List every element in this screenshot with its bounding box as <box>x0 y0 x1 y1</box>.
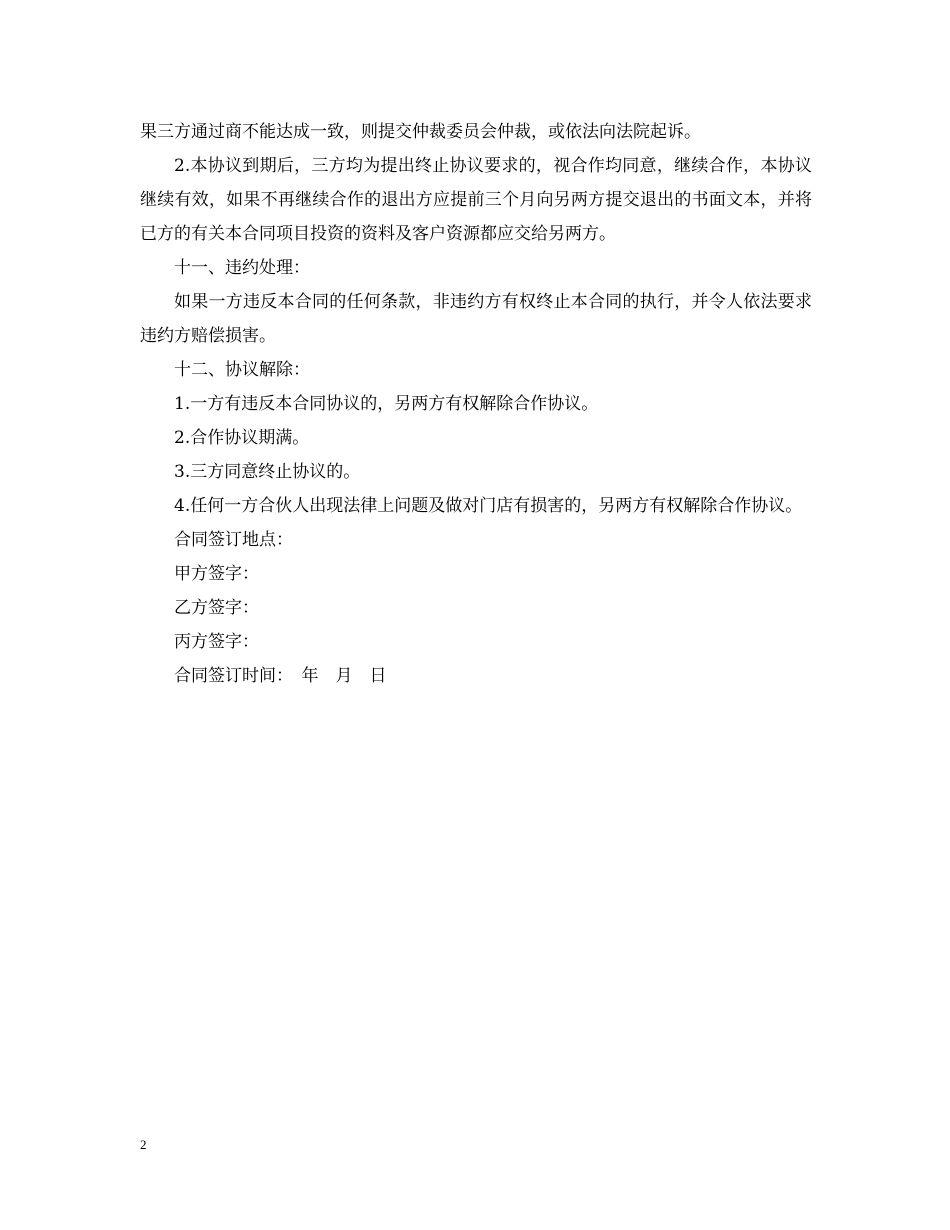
paragraph-breach-clause: 如果一方违反本合同的任何条款，非违约方有权终止本合同的执行，并令人依法要求违约方赔偿损害。 <box>140 292 812 346</box>
page-number: 2 <box>140 1137 147 1152</box>
termination-item-2: 2.合作协议期满。 <box>174 428 310 448</box>
party-c-signature-field: 丙方签字： <box>174 632 259 652</box>
document-body <box>140 115 812 693</box>
termination-item-3: 3.三方同意终止协议的。 <box>174 462 361 482</box>
party-b-signature-field: 乙方签字： <box>174 598 259 618</box>
section-heading-termination: 十二、协议解除： <box>174 360 310 380</box>
termination-item-1: 1.一方有违反本合同协议的，另两方有权解除合作协议。 <box>174 394 599 414</box>
section-heading-breach: 十一、违约处理： <box>174 258 310 278</box>
party-a-signature-field: 甲方签字： <box>174 564 259 584</box>
signing-location-field: 合同签订地点： <box>174 530 293 550</box>
paragraph-dispute-resolution-end: 果三方通过商不能达成一致，则提交仲裁委员会仲裁，或依法向法院起诉。 <box>140 122 701 142</box>
signing-date-field: 合同签订时间： 年 月 日 <box>174 666 387 686</box>
termination-item-4: 4.任何一方合伙人出现法律上问题及做对门店有损害的，另两方有权解除合作协议。 <box>174 496 803 516</box>
paragraph-renewal-clause: 2.本协议到期后，三方均为提出终止协议要求的，视合作均同意，继续合作，本协议继续有效，如果不再继续合作的退出方应提前三个月向另两方提交退出的书面文本，并将已方的有关本合同项目投资的资料及客户资源都应交给另两方。 <box>140 156 812 244</box>
